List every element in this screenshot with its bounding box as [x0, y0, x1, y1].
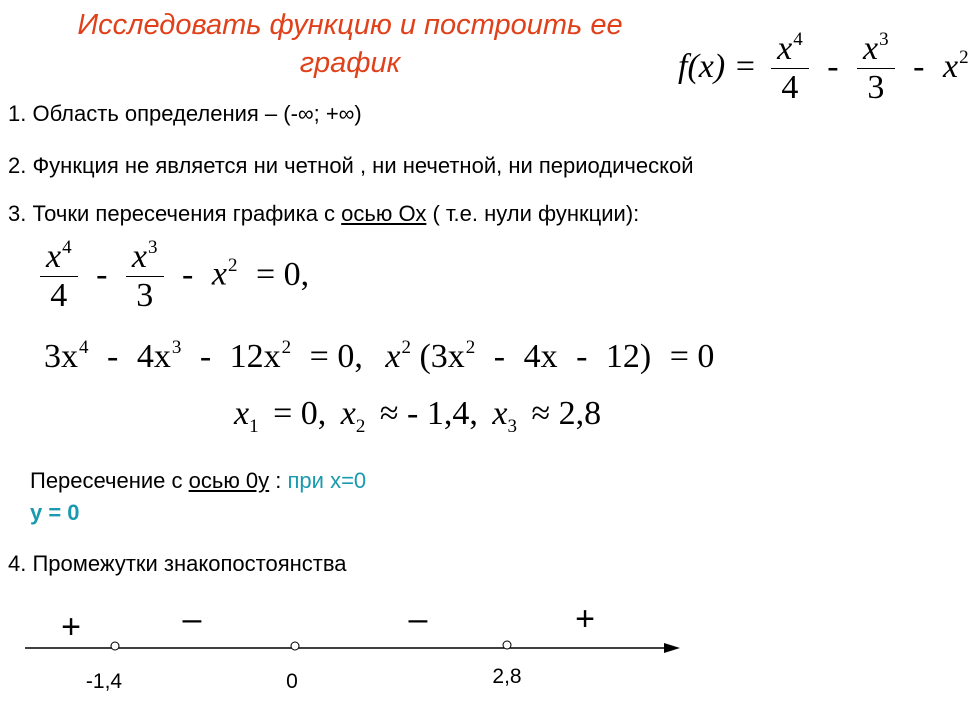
point-marker-neg-1-4: [111, 642, 119, 650]
oy-result: у = 0: [30, 500, 80, 525]
ox-axis-link: осью Ох: [341, 201, 427, 226]
title-line-1: Исследовать функцию и построить ее: [77, 9, 623, 41]
sign-interval-3: –: [408, 600, 428, 638]
function-minus-1: -: [827, 47, 839, 85]
point-label-zero: 0: [286, 670, 298, 693]
oy-axis-link: осью 0у: [188, 468, 270, 493]
step-1-domain: 1. Область определения – (-∞; +∞): [8, 101, 362, 126]
oy-condition: при х=0: [287, 468, 367, 493]
roots-line: $x_1 = 0$, $x_2$ ≈ - 1,4, $x_3 \approx 2,8$: [234, 395, 602, 437]
sign-interval-2: –: [182, 600, 202, 638]
number-line-arrow: [664, 643, 680, 653]
equation-1: $\frac{x^4}{4}$ - $\frac{x^3}{3}$ - $x^2 = 0$,: [40, 238, 309, 315]
oy-intersection: Пересечение с осью 0у : при х=0: [30, 468, 367, 493]
function-fraction-1: $\frac{x^4}{4}$: [771, 30, 809, 107]
eq1-fraction-2: $\frac{x^3}{3}$: [126, 238, 164, 315]
sign-interval-1: +: [61, 608, 81, 646]
point-label-2-8: 2,8: [492, 665, 522, 688]
equation-2: $3x^4 - 4x^3 - 12x^2 = 0$, $x^2$ $(3x^2 - 4x - 12) = 0$: [44, 337, 715, 375]
title-line-2: график: [299, 47, 401, 79]
point-marker-2-8: [503, 641, 511, 649]
function-definition: [678, 30, 969, 107]
point-label-neg-1-4: -1,4: [85, 670, 123, 693]
function-fraction-2: $\frac{x^3}{3}$: [857, 30, 895, 107]
point-marker-zero: [291, 642, 299, 650]
sign-interval-4: +: [575, 600, 595, 638]
page-title: [30, 6, 670, 82]
function-last-term: $x^2$: [942, 46, 969, 85]
function-minus-2: -: [913, 47, 925, 85]
step-4-heading: 4. Промежутки знакопостоянства: [8, 551, 347, 576]
number-line: [0, 590, 700, 710]
function-lhs: f(x) =: [678, 47, 757, 85]
eq1-fraction-1: $\frac{x^4}{4}$: [40, 238, 78, 315]
step-2-parity: 2. Функция не является ни четной , ни нечетной, ни периодической: [8, 153, 694, 178]
step-3-heading: 3. Точки пересечения графика с осью Ох ( т.е. нули функции):: [8, 201, 640, 226]
